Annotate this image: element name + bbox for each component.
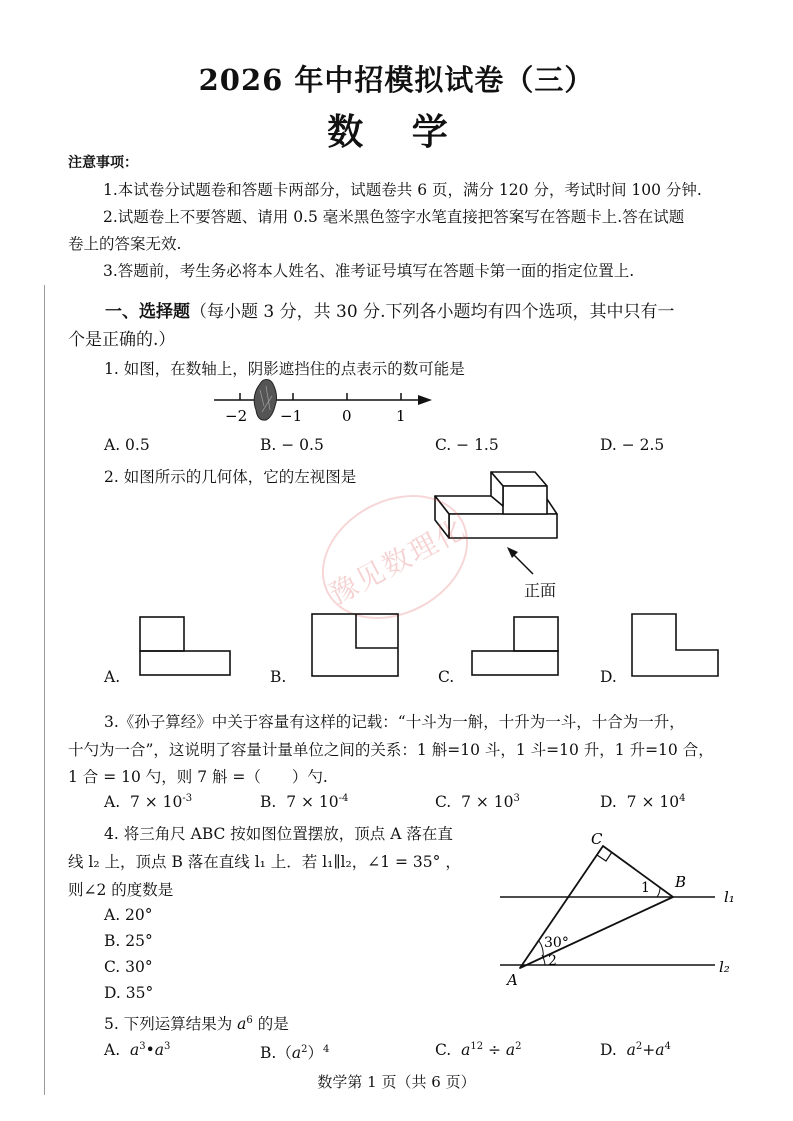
q1-option-c: C. − 1.5 xyxy=(435,436,499,454)
q3-option-c: C. $7 \times 10^3$ xyxy=(435,793,520,812)
exam-title: 2026 年中招模拟试卷（三） xyxy=(198,63,595,97)
q5-option-a: A. $a^3•a^3$ xyxy=(104,1041,171,1060)
q3-option-b: B. $7 \times 10^{-4}$ xyxy=(260,793,349,812)
q4-line-3: 则∠2 的度数是 xyxy=(68,881,174,899)
section-1-heading xyxy=(105,297,674,322)
tick-label-neg2: −2 xyxy=(225,407,248,425)
q2-option-c-label: C. xyxy=(438,668,455,686)
notice-line-2-cont: 卷上的答案无效. xyxy=(68,235,182,253)
q3-line-3: 1 合 = 10 勺，则 7 斛 =（ ）勺. xyxy=(68,768,328,786)
q2-option-a-figure xyxy=(138,615,233,680)
q4-triangle-figure xyxy=(495,828,755,990)
q3-option-a: A. $7 \times 10^{-3}$ xyxy=(104,793,193,812)
notice-line-2: 2.试题卷上不要答题、请用 0.5 毫米黑色签字水笔直接把答案写在答题卡上.答在试题 xyxy=(103,208,685,226)
notice-line-3: 3.答题前，考生务必将本人姓名、准考证号填写在答题卡第一面的指定位置上. xyxy=(103,262,635,280)
front-view-label: 正面 xyxy=(524,581,557,600)
q3-line-1: 3.《孙子算经》中关于容量有这样的记载：“十斗为一斛，十升为一斗，十合为一升， xyxy=(104,713,685,731)
q5-option-b: $B.(a^2)^4$ xyxy=(260,1043,330,1062)
tick-label-neg1: −1 xyxy=(280,407,303,425)
number-line-arrow xyxy=(418,395,432,405)
q2-option-c-figure xyxy=(470,615,562,680)
tick-label-0: 0 xyxy=(342,407,352,425)
right-angle-mark xyxy=(597,852,612,861)
q4-line-1: 4. 将三角尺 ABC 按如图位置摆放，顶点 A 落在直 xyxy=(104,825,453,843)
q5-stem: 5. 下列运算结果为 $a^6$ 的是 xyxy=(104,1014,289,1033)
label-angle-2: 2 xyxy=(548,953,557,969)
q5-option-c: C. $a^{12} \div a^2$ xyxy=(435,1041,522,1060)
q1-option-d: D. − 2.5 xyxy=(600,436,665,454)
notice-heading: 注意事项： xyxy=(68,155,138,171)
q2-stem: 2. 如图所示的几何体，它的左视图是 xyxy=(104,468,357,486)
q1-stem: 1. 如图，在数轴上，阴影遮挡住的点表示的数可能是 xyxy=(104,360,465,378)
q1-shadow-blob xyxy=(254,380,276,421)
q3-option-d: D. $7 \times 10^4$ xyxy=(600,793,686,812)
cube-front-face xyxy=(503,486,547,514)
q1-number-line-figure xyxy=(200,376,440,432)
q4-option-d: D. 35° xyxy=(104,984,154,1002)
page-footer: 数学第 1 页（共 6 页） xyxy=(317,1073,476,1091)
q5-option-d: D. $a^2+a^4$ xyxy=(600,1041,671,1060)
q1-option-b: B. − 0.5 xyxy=(260,436,324,454)
q2-option-b-label: B. xyxy=(270,668,287,686)
binding-margin-line xyxy=(44,285,45,1095)
watermark-text: 豫见数理化 xyxy=(323,511,472,612)
notice-line-1: 1.本试卷分试题卷和答题卡两部分，试题卷共 6 页，满分 120 分，考试时间 100 分钟. xyxy=(103,181,702,199)
q4-option-b: B. 25° xyxy=(104,932,153,950)
label-angle-1: 1 xyxy=(641,880,650,896)
q3-line-2: 十勺为一合”，这说明了容量计量单位之间的关系：1 斛=10 斗，1 斗=10 升，1 升=10 合， xyxy=(68,741,714,759)
q2-option-d-figure xyxy=(630,612,722,680)
section-1-desc-cont: 个是正确的.） xyxy=(68,330,176,350)
q2-option-b-figure xyxy=(310,612,402,680)
label-l1: l₁ xyxy=(724,888,735,906)
q4-option-c: C. 30° xyxy=(104,958,153,976)
subject-title: 数 学 xyxy=(327,111,466,153)
tick-label-1: 1 xyxy=(396,407,406,425)
label-l2: l₂ xyxy=(719,958,730,976)
q4-option-a: A. 20° xyxy=(104,906,153,924)
q1-option-a: A. 0.5 xyxy=(104,436,150,454)
q4-line-2: 线 l₂ 上，顶点 B 落在直线 l₁ 上．若 l₁∥l₂，∠1 = 35° ， xyxy=(68,853,461,871)
section-1-desc: （每小题 3 分，共 30 分.下列各小题均有四个选项，其中只有一 xyxy=(190,302,675,322)
label-angle-30: 30° xyxy=(544,935,569,951)
angle-1-arc xyxy=(657,888,660,897)
label-c: C xyxy=(591,830,603,848)
q2-option-d-label: D. xyxy=(600,668,617,686)
q2-option-a-label: A. xyxy=(104,668,121,686)
label-b: B xyxy=(675,873,687,891)
section-1-title: 一、选择题 xyxy=(105,302,190,322)
label-a: A xyxy=(507,971,518,989)
